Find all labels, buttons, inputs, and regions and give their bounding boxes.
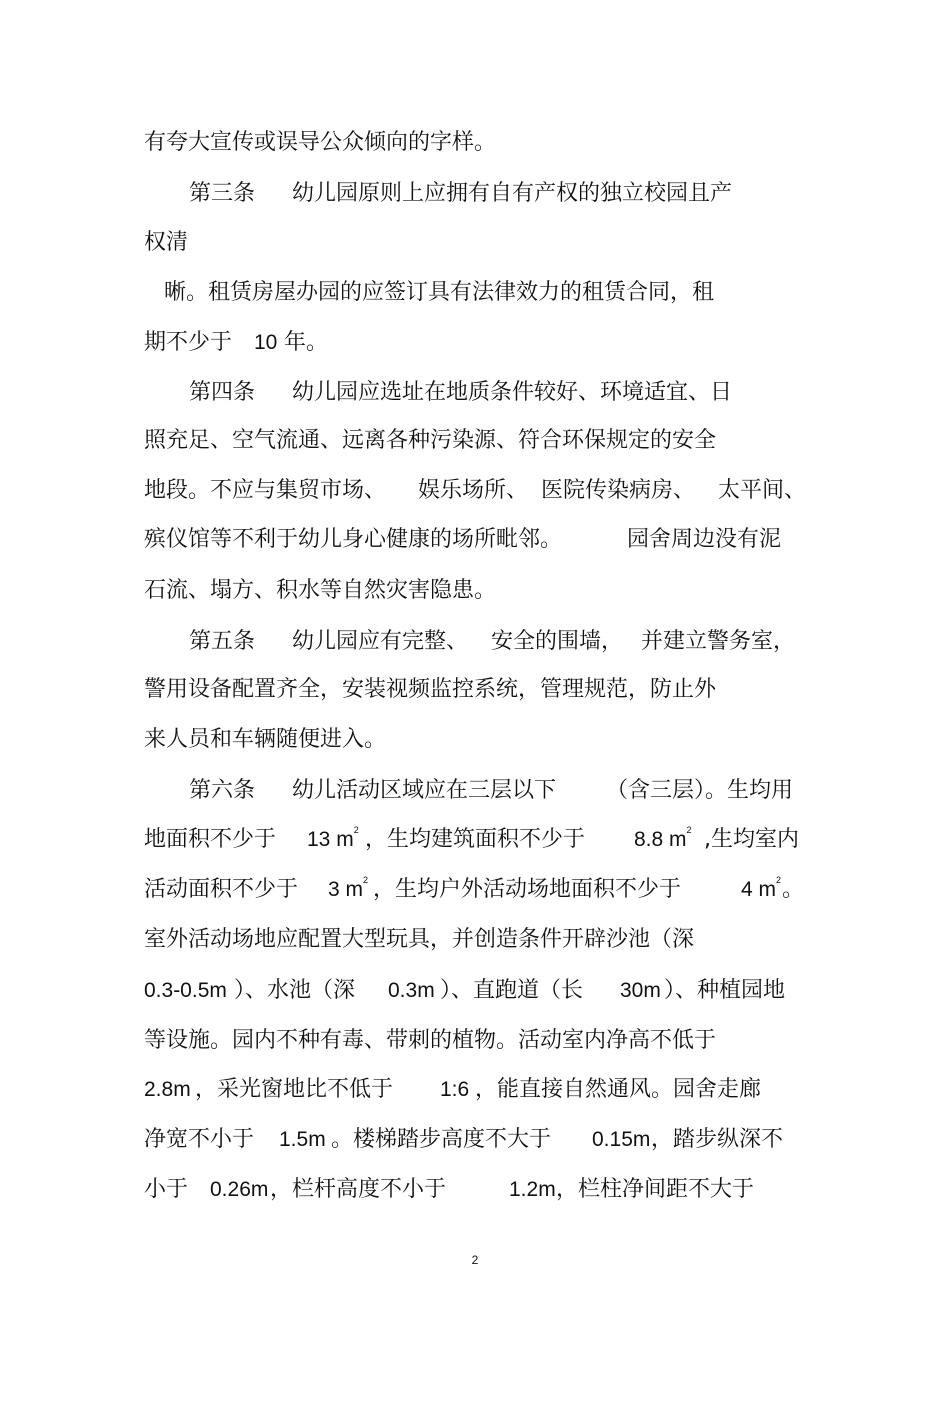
text-run: 活动面积不少于 <box>144 877 299 902</box>
text-line <box>0 423 950 459</box>
page-number: 2 <box>471 1253 479 1267</box>
text-run: 幼儿园应有完整、 <box>292 629 469 654</box>
text-line <box>0 522 950 558</box>
text-run: 0.3-0.5m <box>144 979 227 1002</box>
text-run: 小于 <box>144 1177 189 1202</box>
text-run: 10 <box>254 331 278 354</box>
text-line <box>0 225 950 261</box>
text-run: 0.15m <box>592 1128 651 1151</box>
text-line <box>0 325 950 361</box>
text-run: 娱乐场所、 <box>418 478 529 503</box>
superscript: 2 <box>353 825 359 835</box>
text-run: 净宽不小于 <box>144 1127 255 1152</box>
text-run: 石流、塌方、积水等自然灾害隐患。 <box>144 578 497 603</box>
text-line <box>0 1023 950 1059</box>
text-run: ，能直接自然通风。园舍走廊 <box>475 1077 762 1102</box>
text-run: 权清 <box>144 230 189 255</box>
text-run: 有夸大宣传或误导公众倾向的字样。 <box>144 130 497 155</box>
text-run: 太平间、 <box>718 478 807 503</box>
article-heading: 第六条 <box>189 778 256 803</box>
superscript: 2 <box>776 875 782 885</box>
text-run: 园舍周边没有泥 <box>627 527 782 552</box>
text-run: 1.2m <box>509 1178 556 1201</box>
measure-value: 8.8 $m^2$ <box>634 825 692 851</box>
text-run: ，栏杆高度不小于 <box>270 1177 447 1202</box>
text-run: 地段。不应与集贸市场、 <box>144 478 387 503</box>
text-run: 照充足、空气流通、远离各种污染源、符合环保规定的安全 <box>144 428 717 453</box>
text-run: ，采光窗地比不低于 <box>195 1077 394 1102</box>
text-run: ）、直跑道（长 <box>440 978 584 1003</box>
text-run: （含三层）。生均用 <box>606 778 794 803</box>
text-line <box>0 375 950 411</box>
text-run: 0.3m <box>388 979 435 1002</box>
text-run: ,生均室内 <box>704 827 799 852</box>
text-line <box>0 573 950 609</box>
text-line <box>0 275 950 311</box>
text-run: 殡仪馆等不利于幼儿身心健康的场所毗邻。 <box>144 527 563 552</box>
superscript: 2 <box>686 825 692 835</box>
text-run: 晰。租赁房屋办园的应签订具有法律效力的租赁合同，租 <box>164 280 715 305</box>
text-run: ）、水池（深 <box>234 978 356 1003</box>
text-run: 安全的围墙， <box>491 629 624 654</box>
text-run: 30m <box>620 979 661 1002</box>
text-run: 1.5m <box>279 1128 326 1151</box>
text-run: 0.26m <box>210 1178 269 1201</box>
text-run: 。 <box>782 877 805 902</box>
text-run: ，踏步纵深不 <box>651 1127 784 1152</box>
text-run: 年。 <box>284 330 329 355</box>
text-run: 幼儿园原则上应拥有自有产权的独立校园且产 <box>292 181 733 206</box>
measure-value: 3 $m^2$ <box>328 875 369 901</box>
text-run: 室外活动场地应配置大型玩具，并创造条件开辟沙池（深 <box>144 927 695 952</box>
text-run: 等设施。园内不种有毒、带刺的植物。活动室内净高不低于 <box>144 1028 717 1053</box>
text-run: 1:6 <box>440 1078 470 1101</box>
text-run: ，生均建筑面积不少于 <box>365 827 586 852</box>
text-line <box>0 872 950 908</box>
superscript: 2 <box>363 875 369 885</box>
measure-value: 4 $m^2$ <box>741 875 782 901</box>
article-heading: 第五条 <box>189 629 256 654</box>
text-run: 地面积不少于 <box>144 827 277 852</box>
text-line <box>0 922 950 958</box>
text-line <box>0 473 950 509</box>
text-line <box>0 1172 950 1208</box>
text-run: 2.8m <box>144 1078 191 1101</box>
text-run: 警用设备配置齐全，安装视频监控系统，管理规范，防止外 <box>144 677 717 702</box>
text-line <box>0 722 950 758</box>
text-run: ）、种植园地 <box>664 978 786 1003</box>
text-line <box>0 822 950 858</box>
text-run: 幼儿活动区域应在三层以下 <box>292 778 557 803</box>
text-run: 来人员和车辆随便进入。 <box>144 727 387 752</box>
article-heading: 第四条 <box>189 380 256 405</box>
article-heading: 第三条 <box>189 181 256 206</box>
text-run: ，栏柱净间距不大于 <box>556 1177 755 1202</box>
text-run: 幼儿园应选址在地质条件较好、环境适宜、日 <box>292 380 733 405</box>
text-line <box>0 1072 950 1108</box>
text-line <box>0 1122 950 1158</box>
text-run: ，生均户外活动场地面积不少于 <box>373 877 682 902</box>
text-run: 期不少于 <box>144 330 233 355</box>
text-line <box>0 973 950 1009</box>
text-run: 。楼梯踏步高度不大于 <box>331 1127 552 1152</box>
text-run: 并建立警务室， <box>641 629 796 654</box>
text-line <box>0 773 950 809</box>
measure-value: 13 $m^2$ <box>307 825 359 851</box>
text-run: 医院传染病房、 <box>541 478 696 503</box>
text-line <box>0 672 950 708</box>
text-line <box>0 624 950 660</box>
text-line <box>0 125 950 161</box>
text-line <box>0 176 950 212</box>
